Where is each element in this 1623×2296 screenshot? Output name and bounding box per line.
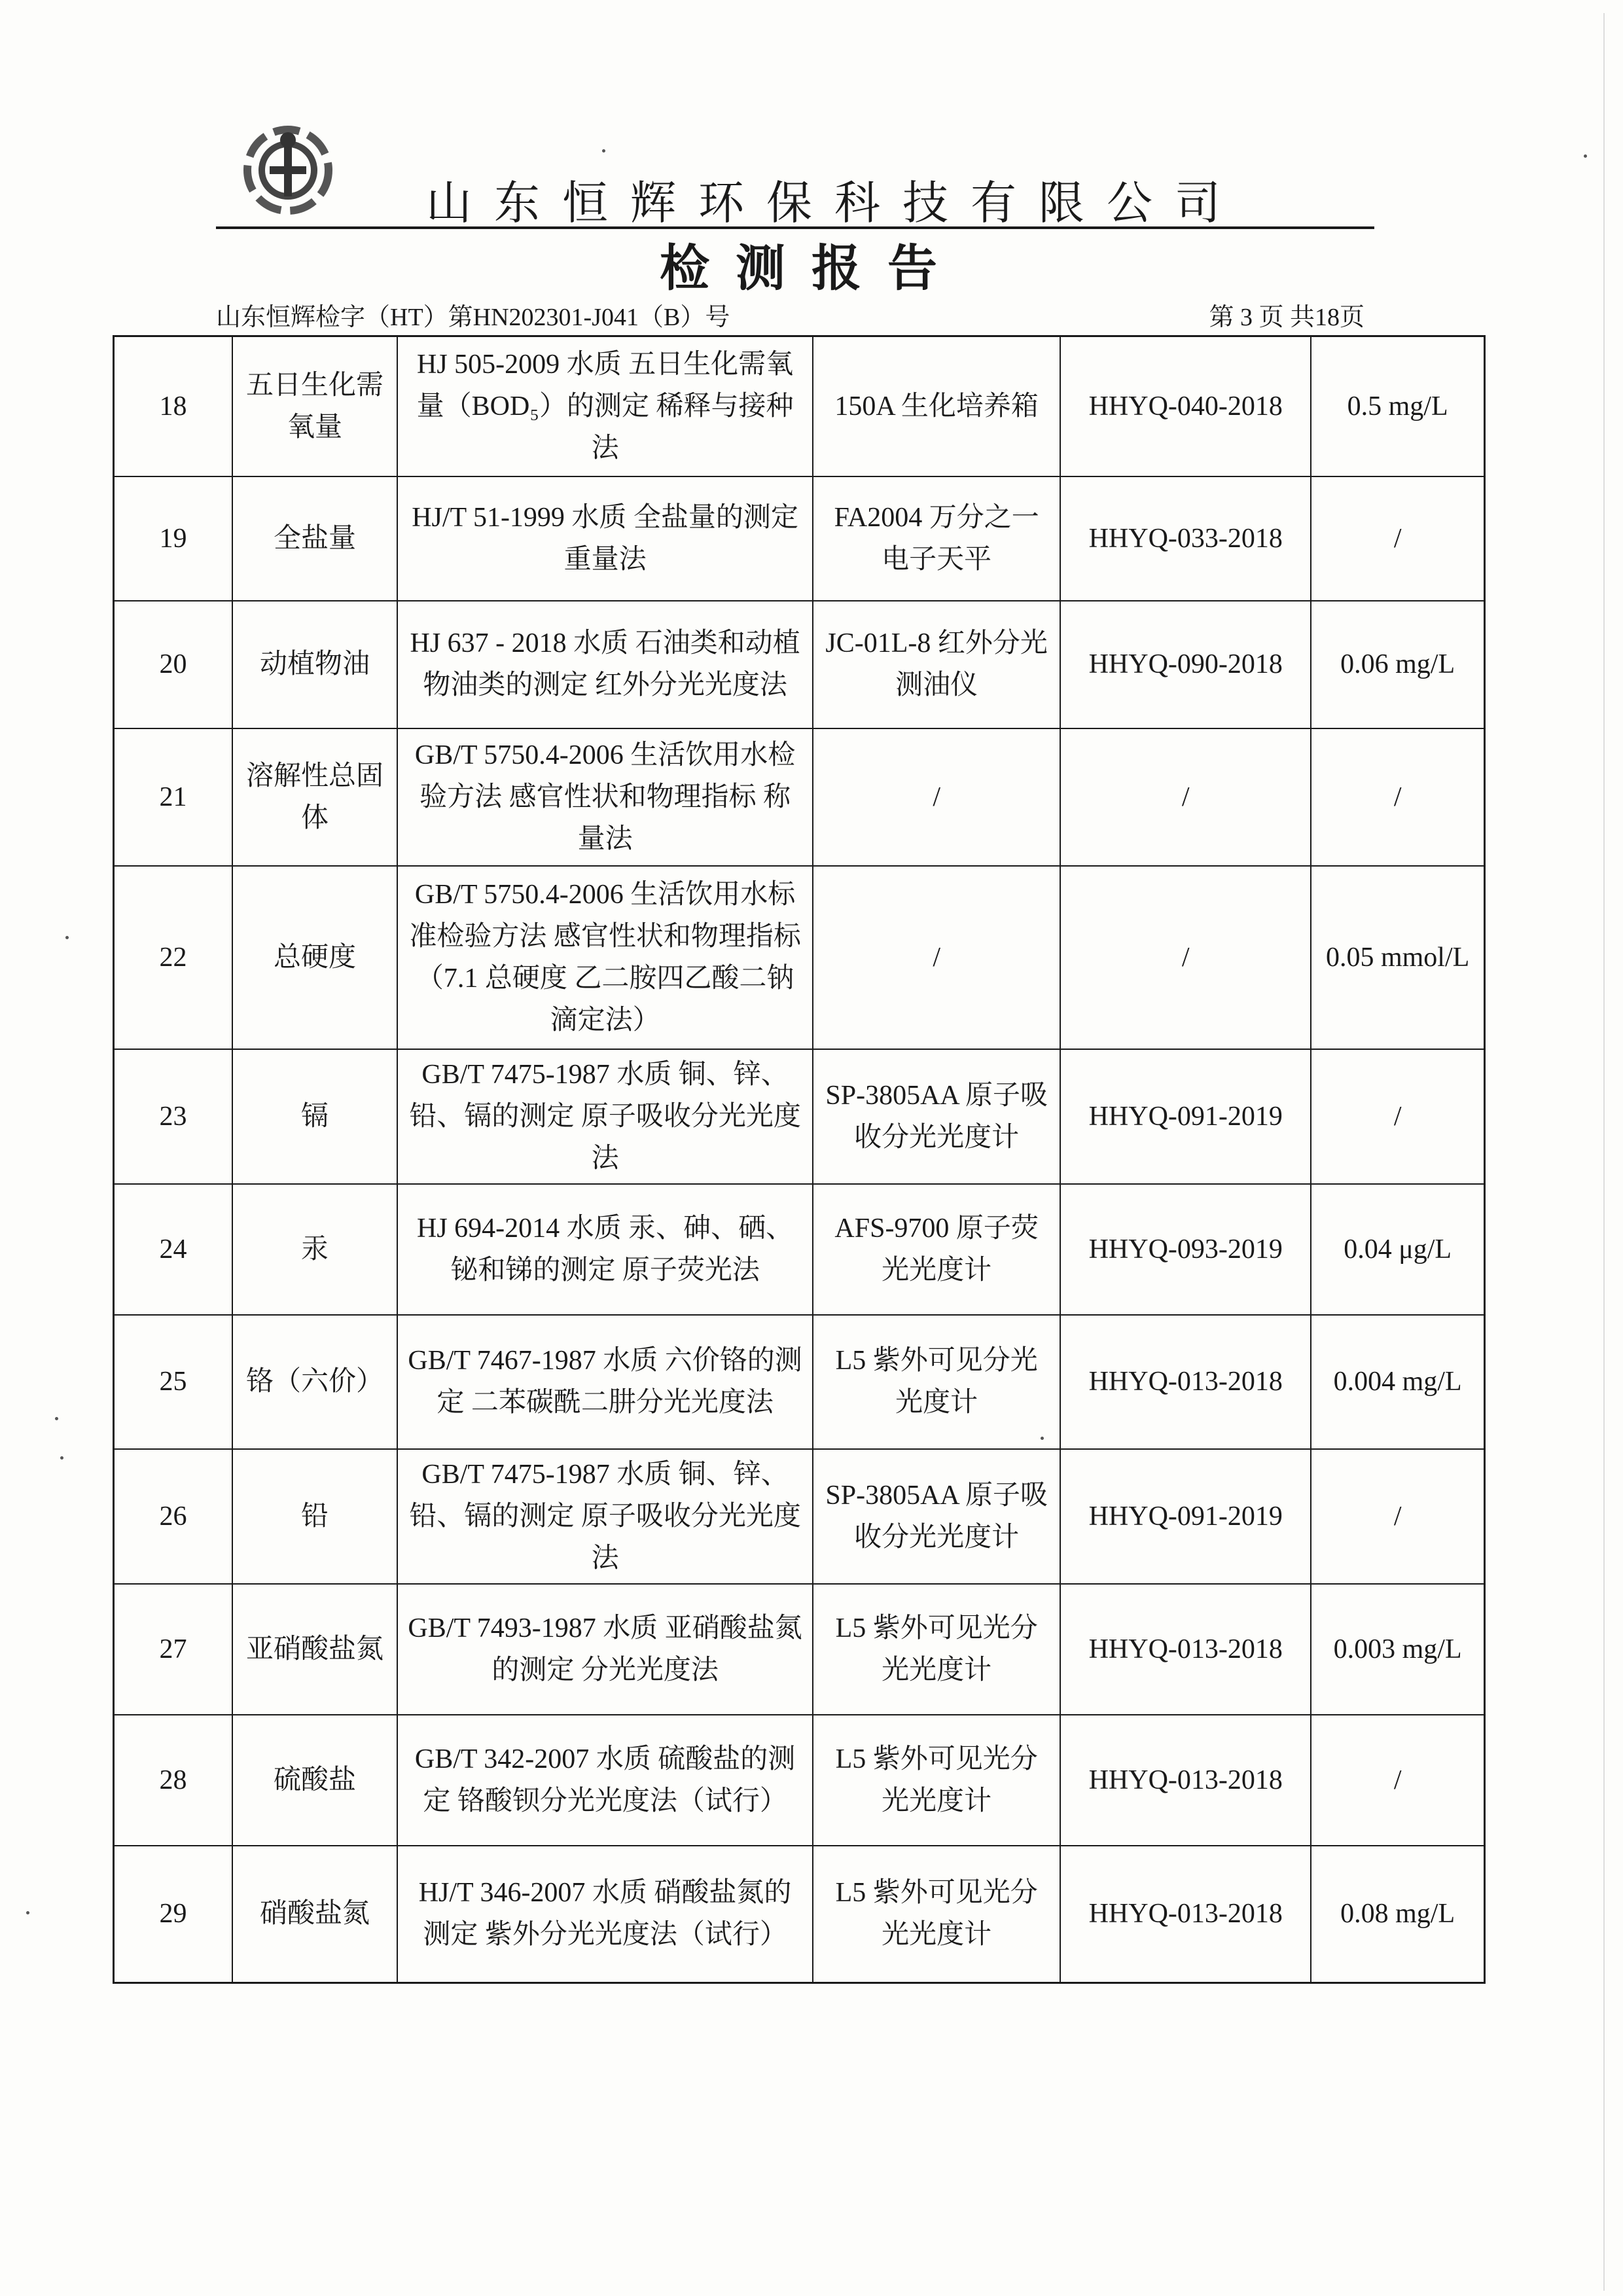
instrument-code: HHYQ-040-2018 xyxy=(1060,336,1311,476)
instrument-code: HHYQ-013-2018 xyxy=(1060,1584,1311,1715)
detection-limit: / xyxy=(1311,728,1484,866)
scan-speck xyxy=(1584,154,1587,158)
table-row xyxy=(114,1584,1485,1715)
row-number: 28 xyxy=(114,1715,232,1846)
test-standard: GB/T 7475-1987 水质 铜、锌、铅、镉的测定 原子吸收分光光度法 xyxy=(397,1049,813,1184)
test-standard: HJ 637 - 2018 水质 石油类和动植物油类的测定 红外分光光度法 xyxy=(397,601,813,728)
row-number: 29 xyxy=(114,1846,232,1983)
test-item: 硫酸盐 xyxy=(232,1715,397,1846)
test-item: 汞 xyxy=(232,1184,397,1315)
detection-limit: / xyxy=(1311,1449,1484,1584)
page-edge-line xyxy=(1603,13,1605,2291)
row-number: 18 xyxy=(114,336,232,476)
row-number: 21 xyxy=(114,728,232,866)
row-number: 20 xyxy=(114,601,232,728)
table-row xyxy=(114,1184,1485,1315)
detection-limit: 0.003 mg/L xyxy=(1311,1584,1484,1715)
company-name: 山东恒辉环保科技有限公司 xyxy=(216,177,1374,229)
report-title: 检测报告 xyxy=(660,239,963,297)
detection-limit: 0.04 μg/L xyxy=(1311,1184,1484,1315)
detection-limit: / xyxy=(1311,1049,1484,1184)
detection-limit: 0.004 mg/L xyxy=(1311,1315,1484,1449)
test-item: 铅 xyxy=(232,1449,397,1584)
test-item: 动植物油 xyxy=(232,601,397,728)
instrument-code: HHYQ-013-2018 xyxy=(1060,1315,1311,1449)
test-standard: GB/T 5750.4-2006 生活饮用水检验方法 感官性状和物理指标 称量法 xyxy=(397,728,813,866)
row-number: 26 xyxy=(114,1449,232,1584)
row-number: 22 xyxy=(114,866,232,1049)
instrument-code: HHYQ-090-2018 xyxy=(1060,601,1311,728)
instrument: / xyxy=(813,728,1060,866)
scan-speck xyxy=(55,1417,58,1420)
instrument: AFS-9700 原子荧光光度计 xyxy=(813,1184,1060,1315)
test-standard: GB/T 7475-1987 水质 铜、锌、铅、镉的测定 原子吸收分光光度法 xyxy=(397,1449,813,1584)
scan-speck xyxy=(60,1456,63,1460)
instrument: SP-3805AA 原子吸收分光光度计 xyxy=(813,1049,1060,1184)
test-standard: GB/T 7493-1987 水质 亚硝酸盐氮的测定 分光光度法 xyxy=(397,1584,813,1715)
table-row xyxy=(114,866,1485,1049)
row-number: 27 xyxy=(114,1584,232,1715)
instrument-code: HHYQ-013-2018 xyxy=(1060,1846,1311,1983)
instrument-code: HHYQ-013-2018 xyxy=(1060,1715,1311,1846)
instrument: FA2004 万分之一电子天平 xyxy=(813,476,1060,601)
test-standard: HJ/T 51-1999 水质 全盐量的测定 重量法 xyxy=(397,476,813,601)
page-number: 第 3 页 共18页 xyxy=(1209,304,1364,331)
detection-limit: 0.5 mg/L xyxy=(1311,336,1484,476)
scan-speck xyxy=(1041,1437,1044,1440)
instrument-code: HHYQ-093-2019 xyxy=(1060,1184,1311,1315)
row-number: 25 xyxy=(114,1315,232,1449)
test-standard: HJ/T 346-2007 水质 硝酸盐氮的测定 紫外分光光度法（试行） xyxy=(397,1846,813,1983)
instrument: L5 紫外可见光分光光度计 xyxy=(813,1846,1060,1983)
instrument-code: HHYQ-033-2018 xyxy=(1060,476,1311,601)
instrument: / xyxy=(813,866,1060,1049)
document-number: 山东恒辉检字（HT）第HN202301-J041（B）号 xyxy=(216,304,730,331)
detection-limit: / xyxy=(1311,1715,1484,1846)
test-item: 铬（六价） xyxy=(232,1315,397,1449)
table-row xyxy=(114,728,1485,866)
detection-limit: 0.08 mg/L xyxy=(1311,1846,1484,1983)
table-row xyxy=(114,601,1485,728)
instrument: SP-3805AA 原子吸收分光光度计 xyxy=(813,1449,1060,1584)
test-standard: GB/T 342-2007 水质 硫酸盐的测定 铬酸钡分光光度法（试行） xyxy=(397,1715,813,1846)
table-row xyxy=(114,336,1485,476)
instrument: JC-01L-8 红外分光测油仪 xyxy=(813,601,1060,728)
test-item: 亚硝酸盐氮 xyxy=(232,1584,397,1715)
detection-limit: 0.05 mmol/L xyxy=(1311,866,1484,1049)
row-number: 19 xyxy=(114,476,232,601)
scan-speck xyxy=(26,1911,29,1914)
instrument-code: HHYQ-091-2019 xyxy=(1060,1049,1311,1184)
instrument: 150A 生化培养箱 xyxy=(813,336,1060,476)
row-number: 23 xyxy=(114,1049,232,1184)
test-item: 全盐量 xyxy=(232,476,397,601)
test-standard: HJ 694-2014 水质 汞、砷、硒、铋和锑的测定 原子荧光法 xyxy=(397,1184,813,1315)
table-row xyxy=(114,1315,1485,1449)
instrument: L5 紫外可见分光光度计 xyxy=(813,1315,1060,1449)
table-row xyxy=(114,1449,1485,1584)
test-item: 溶解性总固体 xyxy=(232,728,397,866)
instrument: L5 紫外可见光分光光度计 xyxy=(813,1584,1060,1715)
test-item: 五日生化需氧量 xyxy=(232,336,397,476)
test-item: 硝酸盐氮 xyxy=(232,1846,397,1983)
detection-limit: / xyxy=(1311,476,1484,601)
test-item: 镉 xyxy=(232,1049,397,1184)
row-number: 24 xyxy=(114,1184,232,1315)
instrument-code: HHYQ-091-2019 xyxy=(1060,1449,1311,1584)
test-item: 总硬度 xyxy=(232,866,397,1049)
instrument-code: / xyxy=(1060,728,1311,866)
test-method-table xyxy=(113,335,1486,1984)
scan-speck xyxy=(602,149,605,152)
table-row xyxy=(114,1846,1485,1983)
detection-limit: 0.06 mg/L xyxy=(1311,601,1484,728)
test-standard: HJ 505-2009 水质 五日生化需氧量（BOD₅）的测定 稀释与接种法 xyxy=(397,336,813,476)
instrument: L5 紫外可见光分光光度计 xyxy=(813,1715,1060,1846)
scan-speck xyxy=(65,936,69,939)
table-row xyxy=(114,1715,1485,1846)
table-row xyxy=(114,1049,1485,1184)
test-standard: GB/T 5750.4-2006 生活饮用水标准检验方法 感官性状和物理指标（7.1 总硬度 乙二胺四乙酸二钠滴定法） xyxy=(397,866,813,1049)
instrument-code: / xyxy=(1060,866,1311,1049)
table-row xyxy=(114,476,1485,601)
test-standard: GB/T 7467-1987 水质 六价铬的测定 二苯碳酰二肼分光光度法 xyxy=(397,1315,813,1449)
